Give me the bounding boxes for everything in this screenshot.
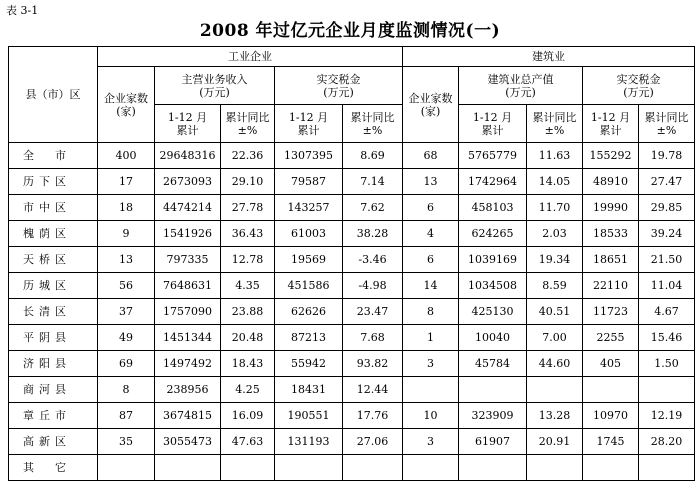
construction-output: 1039169 bbox=[459, 247, 527, 273]
construction-tax: 48910 bbox=[583, 169, 639, 195]
yoy-header: 累计同比 ±% bbox=[221, 105, 275, 143]
industry-revenue-yoy: 47.63 bbox=[221, 429, 275, 455]
cumulative-header: 1-12 月 累计 bbox=[459, 105, 527, 143]
construction-count: 8 bbox=[403, 299, 459, 325]
construction-tax-yoy: 12.19 bbox=[639, 403, 695, 429]
monitoring-table bbox=[8, 46, 695, 481]
industry-count: 18 bbox=[98, 195, 155, 221]
cumulative-header: 1-12 月 累计 bbox=[275, 105, 343, 143]
industry-count: 87 bbox=[98, 403, 155, 429]
industry-revenue-yoy: 29.10 bbox=[221, 169, 275, 195]
industry-revenue-yoy: 27.78 bbox=[221, 195, 275, 221]
construction-output-yoy bbox=[527, 455, 583, 481]
construction-count: 68 bbox=[403, 143, 459, 169]
county-name: 全 市 bbox=[9, 143, 98, 169]
table-number: 表 3-1 bbox=[6, 4, 39, 17]
construction-output: 45784 bbox=[459, 351, 527, 377]
industry-count: 69 bbox=[98, 351, 155, 377]
county-name: 历城区 bbox=[9, 273, 98, 299]
industry-revenue: 4474214 bbox=[155, 195, 221, 221]
industry-revenue: 1757090 bbox=[155, 299, 221, 325]
construction-output-yoy: 13.28 bbox=[527, 403, 583, 429]
industry-tax bbox=[275, 455, 343, 481]
industry-revenue bbox=[155, 455, 221, 481]
industry-revenue-yoy: 12.78 bbox=[221, 247, 275, 273]
industry-tax-yoy: 12.44 bbox=[343, 377, 403, 403]
table-row bbox=[9, 377, 695, 403]
construction-output: 323909 bbox=[459, 403, 527, 429]
construction-count: 4 bbox=[403, 221, 459, 247]
construction-output-yoy: 40.51 bbox=[527, 299, 583, 325]
construction-tax-yoy: 39.24 bbox=[639, 221, 695, 247]
table-row bbox=[9, 455, 695, 481]
industry-tax: 62626 bbox=[275, 299, 343, 325]
construction-tax: 11723 bbox=[583, 299, 639, 325]
industry-revenue: 3674815 bbox=[155, 403, 221, 429]
construction-output: 5765779 bbox=[459, 143, 527, 169]
county-name: 历下区 bbox=[9, 169, 98, 195]
table-row bbox=[9, 221, 695, 247]
construction-count-header: 企业家数 (家) bbox=[403, 67, 459, 143]
table-row bbox=[9, 169, 695, 195]
construction-count: 3 bbox=[403, 429, 459, 455]
industry-tax: 79587 bbox=[275, 169, 343, 195]
industry-tax-yoy: 23.47 bbox=[343, 299, 403, 325]
construction-output-yoy: 11.70 bbox=[527, 195, 583, 221]
construction-tax bbox=[583, 455, 639, 481]
construction-output bbox=[459, 377, 527, 403]
construction-output-yoy bbox=[527, 377, 583, 403]
industry-revenue-header: 主营业务收入 (万元) bbox=[155, 67, 275, 105]
county-name: 市中区 bbox=[9, 195, 98, 221]
construction-output-yoy: 19.34 bbox=[527, 247, 583, 273]
industry-tax-yoy: 7.62 bbox=[343, 195, 403, 221]
industry-tax-yoy: -3.46 bbox=[343, 247, 403, 273]
county-name: 商河县 bbox=[9, 377, 98, 403]
industry-count: 56 bbox=[98, 273, 155, 299]
construction-tax bbox=[583, 377, 639, 403]
construction-output-yoy: 14.05 bbox=[527, 169, 583, 195]
construction-count: 1 bbox=[403, 325, 459, 351]
industry-tax-yoy: 27.06 bbox=[343, 429, 403, 455]
construction-tax: 22110 bbox=[583, 273, 639, 299]
construction-tax-yoy: 21.50 bbox=[639, 247, 695, 273]
construction-count bbox=[403, 455, 459, 481]
industry-revenue-yoy: 23.88 bbox=[221, 299, 275, 325]
industry-tax: 1307395 bbox=[275, 143, 343, 169]
industry-revenue: 1541926 bbox=[155, 221, 221, 247]
construction-output: 10040 bbox=[459, 325, 527, 351]
industry-tax: 131193 bbox=[275, 429, 343, 455]
construction-tax-yoy: 28.20 bbox=[639, 429, 695, 455]
construction-tax: 155292 bbox=[583, 143, 639, 169]
county-name: 平阴县 bbox=[9, 325, 98, 351]
industry-tax-header: 实交税金 (万元) bbox=[275, 67, 403, 105]
industry-revenue: 1451344 bbox=[155, 325, 221, 351]
county-name: 长清区 bbox=[9, 299, 98, 325]
construction-output-yoy: 8.59 bbox=[527, 273, 583, 299]
industry-count: 49 bbox=[98, 325, 155, 351]
construction-output: 61907 bbox=[459, 429, 527, 455]
industry-tax-yoy: 38.28 bbox=[343, 221, 403, 247]
construction-tax-yoy: 19.78 bbox=[639, 143, 695, 169]
table-row bbox=[9, 195, 695, 221]
industry-tax: 143257 bbox=[275, 195, 343, 221]
cumulative-header: 1-12 月 累计 bbox=[155, 105, 221, 143]
industry-count bbox=[98, 455, 155, 481]
industry-tax: 190551 bbox=[275, 403, 343, 429]
county-name: 天桥区 bbox=[9, 247, 98, 273]
industry-tax-yoy: 17.76 bbox=[343, 403, 403, 429]
industry-revenue: 797335 bbox=[155, 247, 221, 273]
construction-tax-yoy: 15.46 bbox=[639, 325, 695, 351]
construction-tax: 405 bbox=[583, 351, 639, 377]
industry-count: 9 bbox=[98, 221, 155, 247]
county-name: 其 它 bbox=[9, 455, 98, 481]
construction-count bbox=[403, 377, 459, 403]
industry-tax-yoy: -4.98 bbox=[343, 273, 403, 299]
industry-revenue: 1497492 bbox=[155, 351, 221, 377]
construction-tax-yoy bbox=[639, 377, 695, 403]
industry-revenue-yoy: 16.09 bbox=[221, 403, 275, 429]
construction-output-yoy: 2.03 bbox=[527, 221, 583, 247]
construction-output bbox=[459, 455, 527, 481]
county-name: 济阳县 bbox=[9, 351, 98, 377]
construction-output-yoy: 7.00 bbox=[527, 325, 583, 351]
industry-tax: 55942 bbox=[275, 351, 343, 377]
construction-output-yoy: 44.60 bbox=[527, 351, 583, 377]
table-row bbox=[9, 403, 695, 429]
yoy-header: 累计同比 ±% bbox=[343, 105, 403, 143]
construction-count: 10 bbox=[403, 403, 459, 429]
industry-revenue-yoy: 18.43 bbox=[221, 351, 275, 377]
industry-revenue-yoy bbox=[221, 455, 275, 481]
construction-output: 458103 bbox=[459, 195, 527, 221]
construction-output: 425130 bbox=[459, 299, 527, 325]
industry-revenue: 2673093 bbox=[155, 169, 221, 195]
county-header: 县（市）区 bbox=[9, 47, 98, 143]
yoy-header: 累计同比 ±% bbox=[527, 105, 583, 143]
industry-group-header: 工业企业 bbox=[98, 47, 403, 67]
construction-tax: 1745 bbox=[583, 429, 639, 455]
construction-tax-yoy: 4.67 bbox=[639, 299, 695, 325]
county-name: 章丘市 bbox=[9, 403, 98, 429]
industry-count: 37 bbox=[98, 299, 155, 325]
industry-count: 13 bbox=[98, 247, 155, 273]
industry-count: 400 bbox=[98, 143, 155, 169]
industry-count-header: 企业家数 (家) bbox=[98, 67, 155, 143]
construction-tax: 18651 bbox=[583, 247, 639, 273]
industry-revenue: 3055473 bbox=[155, 429, 221, 455]
construction-tax: 2255 bbox=[583, 325, 639, 351]
industry-tax-yoy: 7.68 bbox=[343, 325, 403, 351]
construction-tax-yoy: 29.85 bbox=[639, 195, 695, 221]
industry-tax: 18431 bbox=[275, 377, 343, 403]
industry-revenue: 7648631 bbox=[155, 273, 221, 299]
construction-output: 1034508 bbox=[459, 273, 527, 299]
construction-tax-yoy: 1.50 bbox=[639, 351, 695, 377]
construction-tax-header: 实交税金 (万元) bbox=[583, 67, 695, 105]
construction-tax-yoy: 11.04 bbox=[639, 273, 695, 299]
construction-tax: 10970 bbox=[583, 403, 639, 429]
table-row bbox=[9, 273, 695, 299]
table-row bbox=[9, 429, 695, 455]
industry-revenue: 238956 bbox=[155, 377, 221, 403]
industry-tax-yoy: 93.82 bbox=[343, 351, 403, 377]
construction-output-yoy: 20.91 bbox=[527, 429, 583, 455]
construction-output: 624265 bbox=[459, 221, 527, 247]
table-row bbox=[9, 325, 695, 351]
county-name: 高新区 bbox=[9, 429, 98, 455]
cumulative-header: 1-12 月 累计 bbox=[583, 105, 639, 143]
industry-count: 17 bbox=[98, 169, 155, 195]
industry-tax-yoy: 8.69 bbox=[343, 143, 403, 169]
industry-tax: 61003 bbox=[275, 221, 343, 247]
industry-revenue-yoy: 4.25 bbox=[221, 377, 275, 403]
construction-output: 1742964 bbox=[459, 169, 527, 195]
construction-output-yoy: 11.63 bbox=[527, 143, 583, 169]
construction-tax-yoy bbox=[639, 455, 695, 481]
industry-revenue: 29648316 bbox=[155, 143, 221, 169]
industry-count: 35 bbox=[98, 429, 155, 455]
yoy-header: 累计同比 ±% bbox=[639, 105, 695, 143]
industry-revenue-yoy: 20.48 bbox=[221, 325, 275, 351]
table-row bbox=[9, 247, 695, 273]
industry-tax: 87213 bbox=[275, 325, 343, 351]
construction-group-header: 建筑业 bbox=[403, 47, 695, 67]
industry-tax-yoy: 7.14 bbox=[343, 169, 403, 195]
page-title: 2008 年过亿元企业月度监测情况(一) bbox=[199, 21, 501, 41]
industry-revenue-yoy: 22.36 bbox=[221, 143, 275, 169]
table-row bbox=[9, 143, 695, 169]
table-row bbox=[9, 351, 695, 377]
industry-count: 8 bbox=[98, 377, 155, 403]
industry-tax: 19569 bbox=[275, 247, 343, 273]
construction-tax: 19990 bbox=[583, 195, 639, 221]
industry-tax-yoy bbox=[343, 455, 403, 481]
county-name: 槐荫区 bbox=[9, 221, 98, 247]
industry-revenue-yoy: 36.43 bbox=[221, 221, 275, 247]
construction-count: 6 bbox=[403, 247, 459, 273]
construction-count: 6 bbox=[403, 195, 459, 221]
table-row bbox=[9, 299, 695, 325]
construction-count: 14 bbox=[403, 273, 459, 299]
construction-tax: 18533 bbox=[583, 221, 639, 247]
construction-count: 13 bbox=[403, 169, 459, 195]
construction-tax-yoy: 27.47 bbox=[639, 169, 695, 195]
industry-tax: 451586 bbox=[275, 273, 343, 299]
construction-output-header: 建筑业总产值 (万元) bbox=[459, 67, 583, 105]
industry-revenue-yoy: 4.35 bbox=[221, 273, 275, 299]
construction-count: 3 bbox=[403, 351, 459, 377]
